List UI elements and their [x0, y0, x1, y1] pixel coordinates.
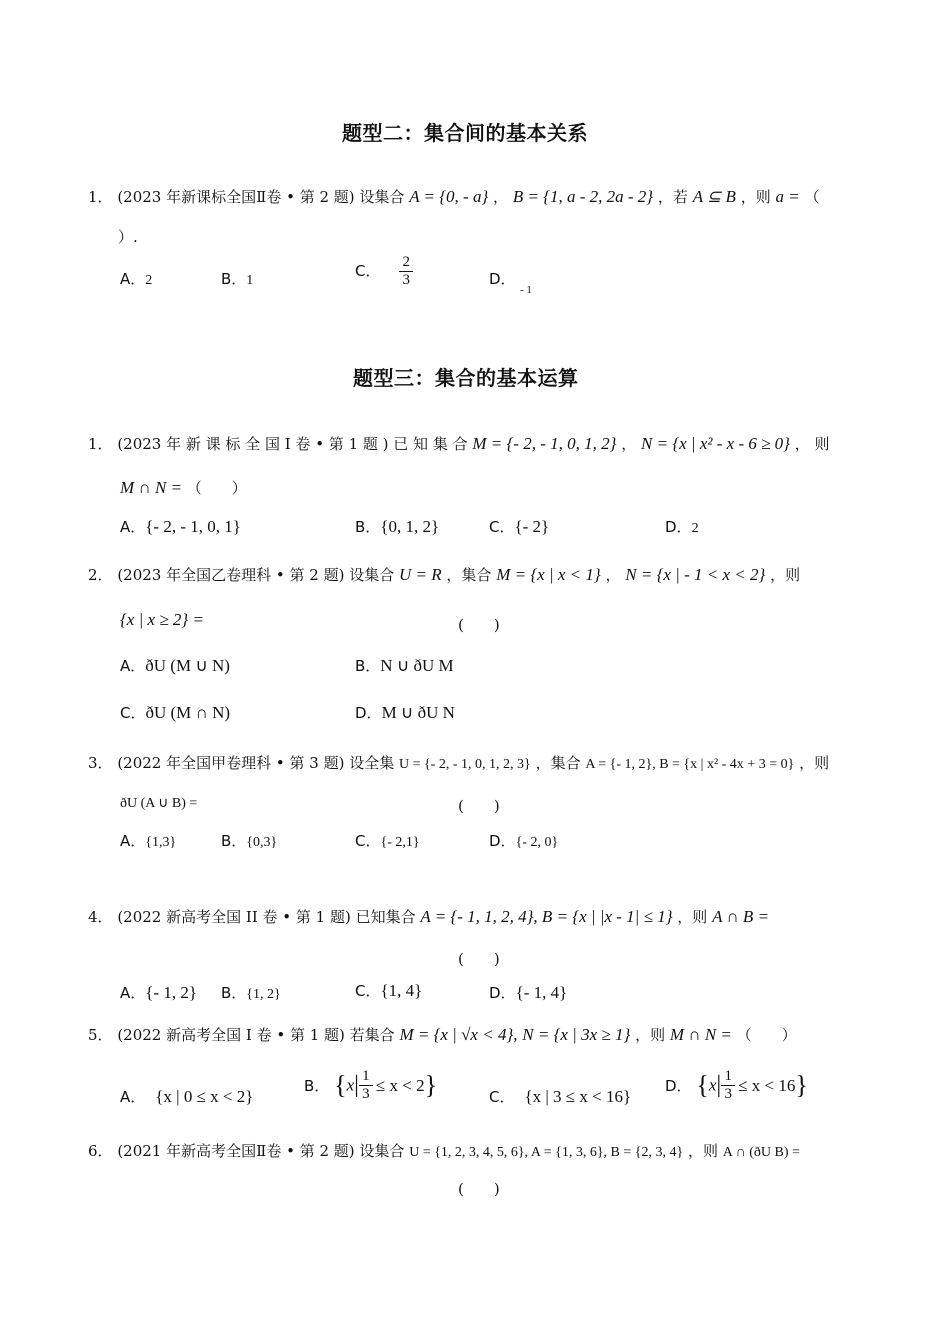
option-label: B． — [221, 832, 247, 850]
fraction-denominator: 3 — [362, 1086, 370, 1102]
option-value: ðU (M ∩ N) — [145, 703, 231, 722]
question-source: (2023 年 新 课 标 全 国 Ⅰ 卷 • 第 1 题 ) 已 知 集 合 — [117, 435, 468, 453]
option-a[interactable] — [120, 982, 197, 1003]
question-source: (2023 年全国乙卷理科 • 第 2 题) 设集合 — [117, 566, 395, 584]
option-label: B． — [221, 984, 247, 1002]
question-number: 6． — [88, 1142, 113, 1160]
math-set-u: U = R — [399, 565, 442, 584]
option-d[interactable] — [489, 830, 558, 851]
option-c[interactable] — [489, 516, 549, 537]
question-source: (2022 新高考全国 I 卷 • 第 1 题) 若集合 — [117, 1026, 395, 1044]
then-text: ，则 — [635, 1026, 666, 1044]
fraction-numerator: 1 — [362, 1068, 370, 1084]
option-value: {- 2, 0} — [515, 835, 559, 850]
math-set-m: M = {x | √x < 4}, — [399, 1025, 518, 1044]
option-b[interactable] — [355, 655, 454, 676]
fraction — [399, 254, 413, 289]
option-b[interactable] — [355, 516, 439, 537]
option-label: B． — [221, 270, 247, 288]
question-source: (2022 新高考全国 II 卷 • 第 1 题) 已知集合 — [117, 908, 416, 926]
option-var: x — [346, 1075, 355, 1095]
option-value: {- 1, 4} — [515, 983, 568, 1002]
then-text: ，则 — [799, 754, 830, 772]
option-a[interactable] — [120, 1086, 253, 1107]
option-d[interactable] — [665, 1068, 808, 1103]
brace-close: } — [795, 1070, 808, 1100]
option-label: D． — [665, 1077, 692, 1095]
option-a[interactable] — [120, 655, 230, 676]
option-value: 2 — [145, 273, 153, 288]
option-value: N ∪ ðU M — [380, 656, 454, 675]
option-label: A． — [120, 1088, 146, 1106]
question-number: 5． — [88, 1026, 113, 1044]
option-label: C． — [120, 704, 146, 722]
question-source: (2021 年新高考全国Ⅱ卷 • 第 2 题) 设集合 — [117, 1142, 405, 1160]
option-value: ðU (M ∪ N) — [145, 656, 230, 675]
math-expression: A ∩ (ðU B) = — [722, 1145, 800, 1160]
option-value: {1, 4} — [380, 981, 423, 1000]
question-expression — [120, 477, 247, 498]
math-sets: U = {1, 2, 3, 4, 5, 6}, A = {1, 3, 6}, B = {2, 3, 4} — [409, 1145, 684, 1160]
option-label: D． — [355, 704, 382, 722]
option-label: B． — [355, 518, 381, 536]
option-var: x — [708, 1075, 717, 1095]
option-value: {- 2,1} — [380, 835, 420, 850]
fraction-numerator: 2 — [402, 254, 411, 270]
option-label: D． — [665, 518, 692, 536]
fraction — [359, 1068, 373, 1103]
option-d-value: - 1 — [520, 284, 532, 296]
mid-text: ，集合 — [535, 754, 581, 772]
option-value: {0, 1, 2} — [380, 517, 440, 536]
option-d[interactable] — [665, 516, 699, 537]
option-b[interactable] — [304, 1068, 437, 1103]
option-a[interactable] — [120, 268, 152, 289]
option-label: B． — [355, 657, 381, 675]
option-label: B． — [304, 1077, 330, 1095]
option-value: 1 — [246, 273, 254, 288]
question-stem — [88, 186, 820, 207]
option-label: C． — [355, 982, 381, 1000]
math-sets: A = {- 1, 2}, B = {x | x² - 4x + 3 = 0} — [585, 757, 795, 772]
section-title: 题型二：集合间的基本关系 — [342, 121, 588, 145]
math-expression: M ∩ N = — [669, 1025, 732, 1044]
mid-text: ，集合 — [446, 566, 492, 584]
math-set-u: U = {- 2, - 1, 0, 1, 2, 3} — [399, 757, 531, 772]
math-set-n: N = {x | 3x ≥ 1} — [522, 1025, 631, 1044]
question-number: 1． — [88, 435, 113, 453]
math-set-m: M = {- 2, - 1, 0, 1, 2} — [472, 434, 617, 453]
then-text: ， 则 — [794, 435, 830, 453]
option-value: ≤ x < 2 — [375, 1075, 425, 1095]
then-text: ，则 — [740, 188, 771, 206]
question-stem — [88, 906, 769, 927]
answer-paren-open: （ — [804, 188, 820, 206]
option-value: ≤ x < 16 — [738, 1075, 796, 1095]
brace-open: { — [334, 1070, 347, 1100]
math-set-a: A = {0, - a} — [409, 187, 489, 206]
answer-paren: （ ） — [736, 1026, 797, 1044]
math-set-n: N = {x | - 1 < x < 2} — [625, 565, 766, 584]
math-expression: A ∩ B = — [712, 907, 770, 926]
option-value: {- 1, 2} — [145, 983, 197, 1002]
math-relation: A ⊆ B — [692, 187, 736, 206]
answer-paren: ( ) — [458, 797, 500, 815]
math-sets: A = {- 1, 1, 2, 4}, B = {x | |x - 1| ≤ 1} — [420, 907, 673, 926]
option-label: A． — [120, 984, 146, 1002]
question-number: 3． — [88, 754, 113, 772]
fraction — [721, 1068, 735, 1103]
question-expression — [120, 793, 197, 812]
answer-paren: ( ) — [458, 950, 500, 968]
question-number: 2． — [88, 566, 113, 584]
option-label: A． — [120, 270, 146, 288]
fraction-denominator: 3 — [724, 1086, 732, 1102]
option-value: {- 2, - 1, 0, 1} — [145, 517, 241, 536]
option-c[interactable] — [120, 702, 230, 723]
option-c[interactable] — [489, 1086, 631, 1107]
answer-paren: ( ) — [458, 1180, 500, 1198]
fraction-denominator: 3 — [402, 272, 411, 288]
option-b[interactable] — [221, 982, 281, 1003]
question-expression — [120, 610, 204, 630]
option-value: {1,3} — [145, 835, 177, 850]
option-label: A． — [120, 832, 146, 850]
option-value: 2 — [691, 521, 699, 536]
option-b[interactable] — [221, 830, 277, 851]
option-value: {0,3} — [246, 835, 278, 850]
question-number: 1． — [88, 188, 113, 206]
option-label: A． — [120, 657, 146, 675]
option-b[interactable] — [221, 268, 253, 289]
option-label: C． — [355, 262, 381, 280]
option-value: {x | 3 ≤ x < 16} — [524, 1087, 632, 1106]
then-text: ，则 — [770, 566, 801, 584]
math-expression: ðU (A ∪ B) = — [120, 796, 198, 811]
question-stem — [88, 564, 800, 585]
option-a[interactable] — [120, 516, 241, 537]
question-stem — [88, 433, 830, 454]
option-d[interactable] — [489, 982, 567, 1003]
then-text: ，则 — [688, 1142, 719, 1160]
question-source: (2022 年全国甲卷理科 • 第 3 题) 设全集 — [117, 754, 395, 772]
option-label: D． — [489, 984, 516, 1002]
separator: ， — [605, 566, 621, 584]
answer-paren-close: ）. — [118, 228, 138, 246]
question-stem — [88, 1024, 797, 1045]
option-label: C． — [489, 1088, 515, 1106]
option-value: {- 2} — [514, 517, 550, 536]
bar-separator: | — [354, 1072, 359, 1098]
answer-paren: （ ） — [186, 479, 247, 497]
option-a[interactable] — [120, 830, 176, 851]
option-c[interactable] — [355, 980, 422, 1001]
math-expression: M ∩ N = — [120, 478, 182, 497]
then-text: ，则 — [677, 908, 708, 926]
option-label: D． — [489, 270, 516, 288]
question-number: 4． — [88, 908, 113, 926]
option-label: C． — [489, 518, 515, 536]
option-label: D． — [489, 832, 516, 850]
option-c[interactable] — [355, 254, 413, 289]
question-source: (2023 年新课标全国Ⅱ卷 • 第 2 题) 设集合 — [117, 188, 405, 206]
question-stem — [88, 752, 829, 773]
option-d[interactable] — [489, 268, 516, 289]
math-set-m: M = {x | x < 1} — [496, 565, 601, 584]
option-value: {1, 2} — [246, 987, 281, 1002]
option-value: M ∪ ðU N — [381, 703, 455, 722]
condition-text: ，若 — [657, 188, 688, 206]
math-set-n: N = {x | x² - x - 6 ≥ 0} — [641, 434, 790, 453]
question-stem — [88, 1140, 800, 1161]
math-set-b: B = {1, a - 2, 2a - 2} — [512, 187, 654, 206]
fraction-numerator: 1 — [724, 1068, 732, 1084]
option-value: {x | 0 ≤ x < 2} — [155, 1087, 254, 1106]
math-ask: a = — [775, 187, 800, 206]
section-title: 题型三：集合的基本运算 — [353, 366, 579, 390]
separator: ， — [621, 435, 637, 453]
brace-close: } — [424, 1070, 438, 1100]
option-d[interactable] — [355, 702, 455, 723]
bar-separator: | — [716, 1072, 722, 1098]
option-label: C． — [355, 832, 381, 850]
brace-open: { — [696, 1070, 709, 1100]
answer-paren: ( ) — [458, 616, 500, 634]
option-label: A． — [120, 518, 146, 536]
separator: ， — [493, 188, 509, 206]
option-c[interactable] — [355, 830, 420, 851]
math-expression: {x | x ≥ 2} = — [120, 610, 204, 629]
